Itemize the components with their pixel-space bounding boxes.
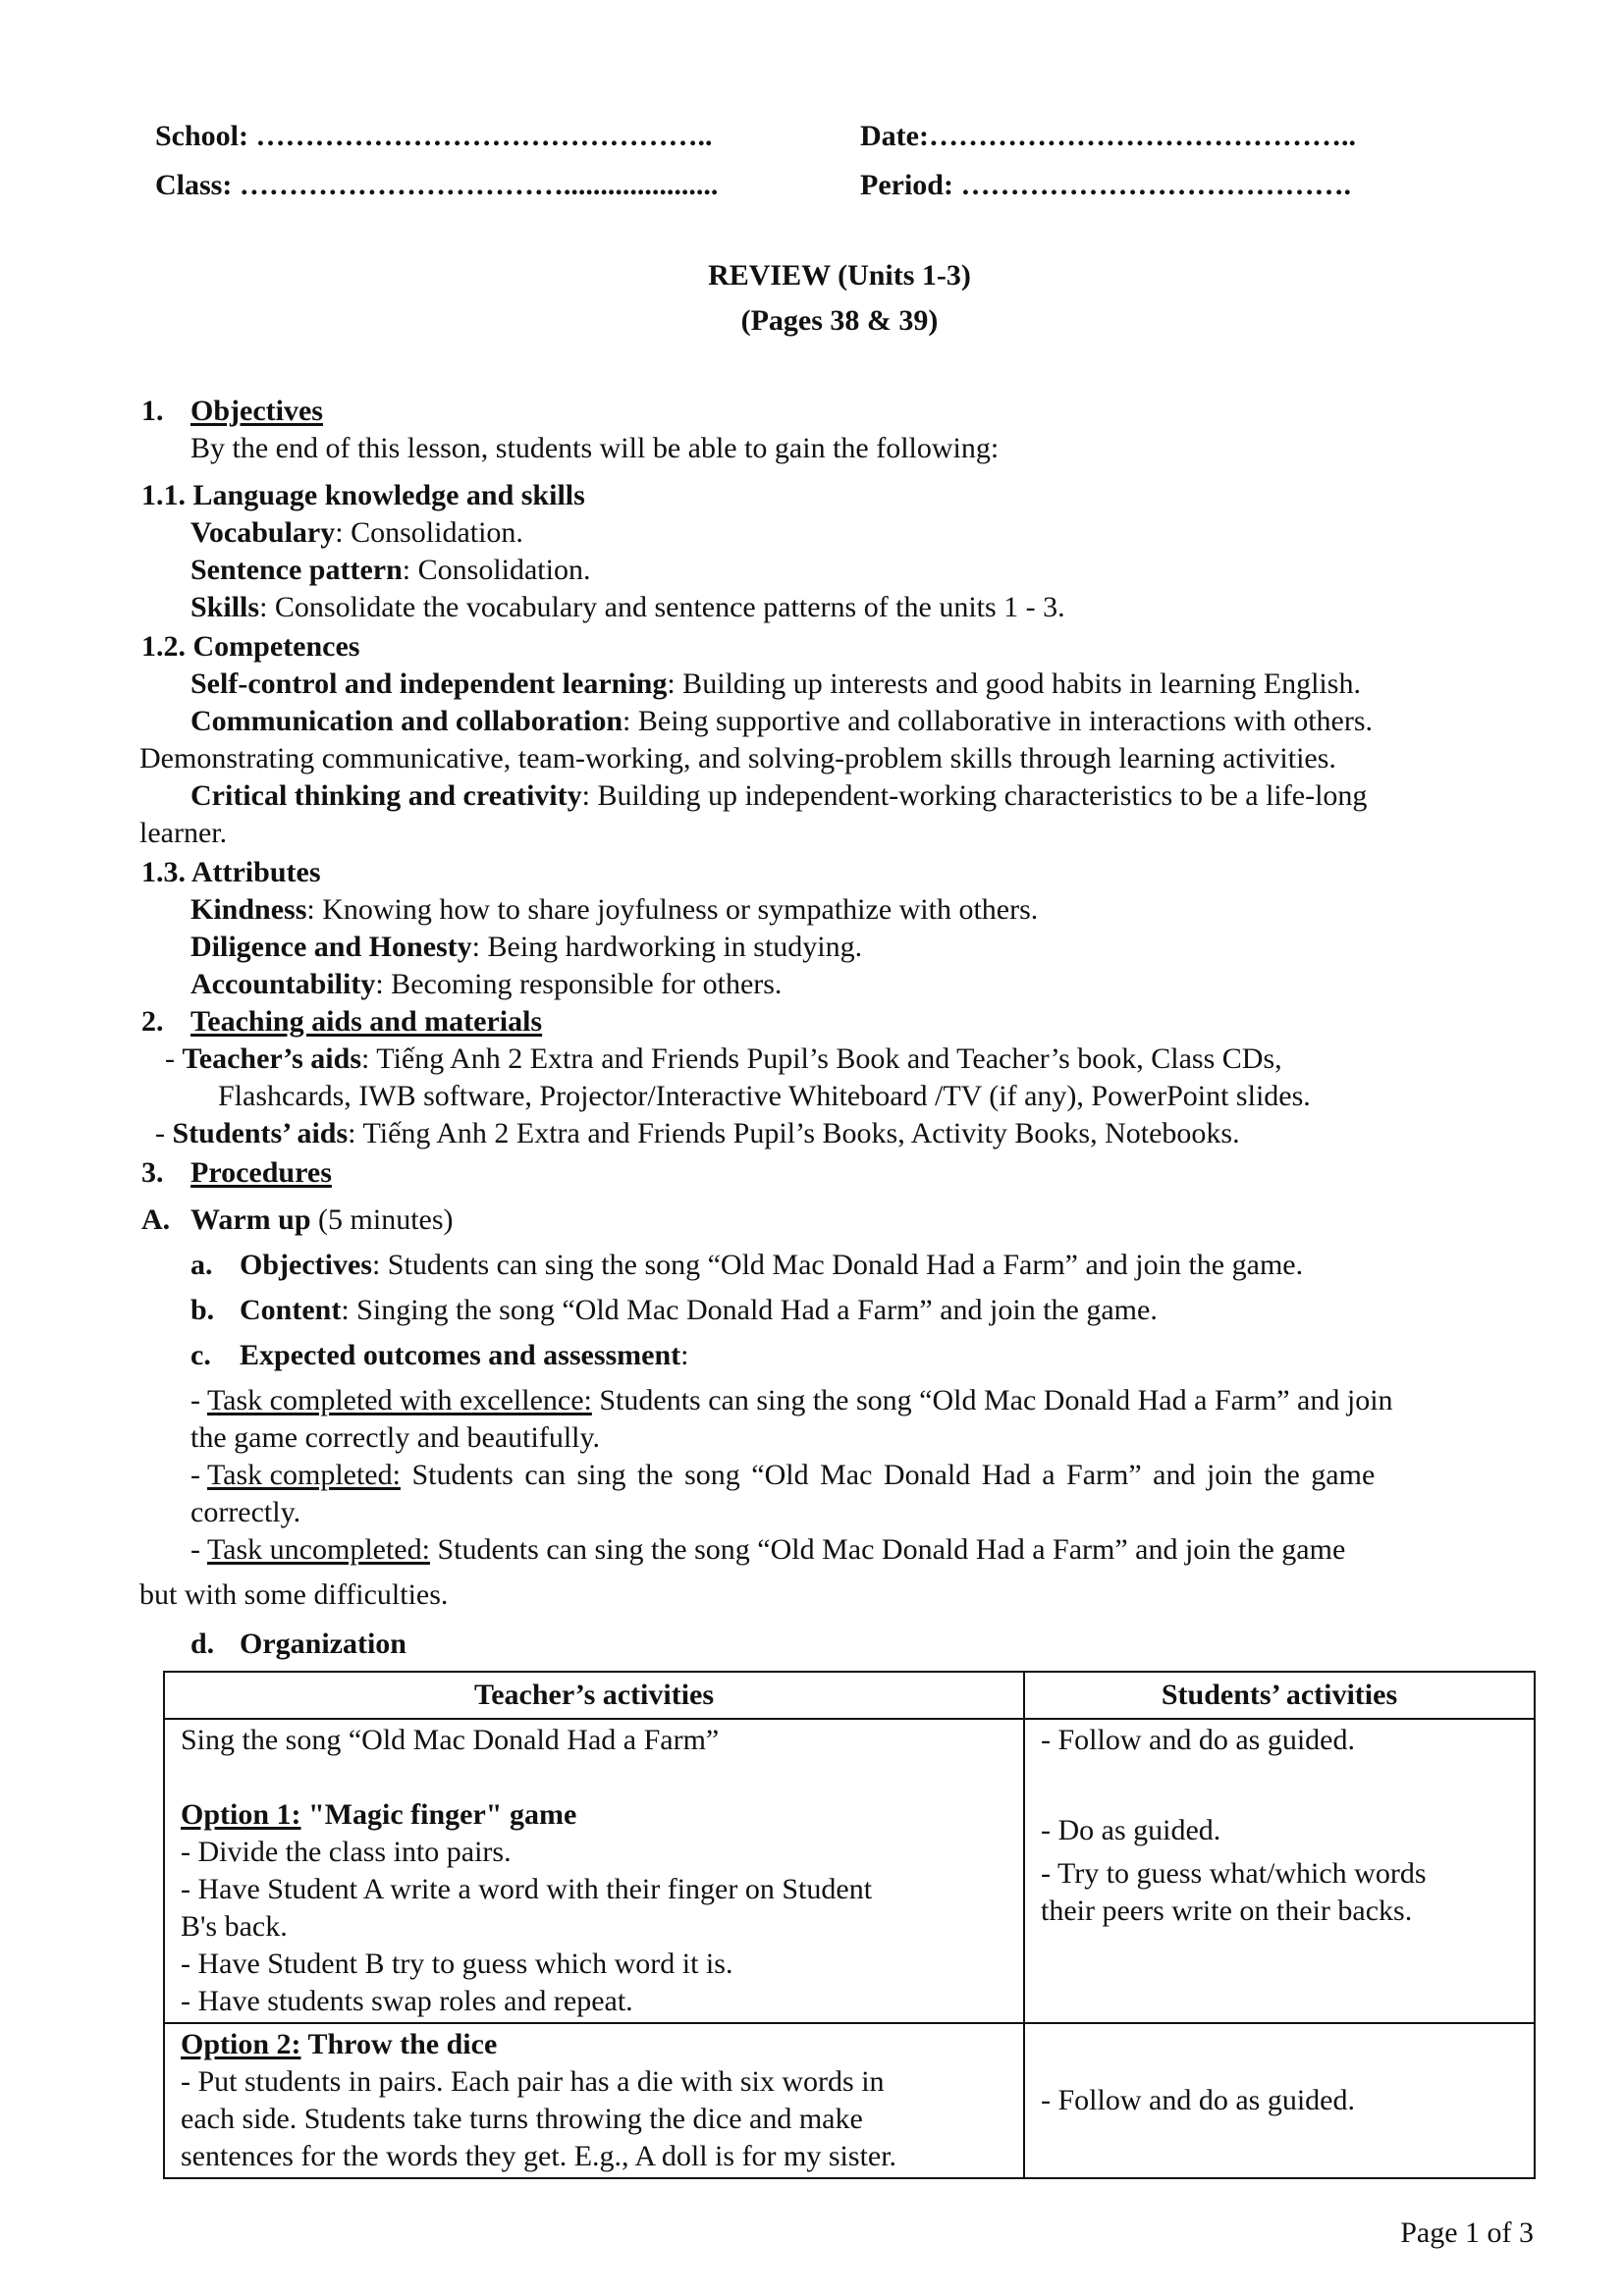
school-field: School: ……………………………………….. bbox=[155, 120, 713, 152]
table-row bbox=[164, 1719, 1535, 2023]
section1-heading: Objectives bbox=[190, 395, 323, 427]
teacher-line: - Have students swap roles and repeat. bbox=[181, 1985, 633, 2017]
option1-heading: Option 1: "Magic finger" game bbox=[181, 1798, 577, 1831]
students-line: - Try to guess what/which words bbox=[1041, 1857, 1427, 1890]
period-field: Period: …………………………………. bbox=[860, 169, 1351, 201]
teacher-aids-line: - Teacher’s aids: Tiếng Anh 2 Extra and Friends Pupil’s Book and Teacher’s book, Class CDs, bbox=[165, 1042, 1282, 1075]
teacher-cell-option1 bbox=[164, 1719, 1024, 2023]
section3-number: 3. bbox=[141, 1156, 164, 1189]
kindness-line: Kindness: Knowing how to share joyfulness or sympathize with others. bbox=[190, 893, 1039, 926]
warm-up-objectives: Objectives: Students can sing the song “Old Mac Donald Had a Farm” and join the game. bbox=[240, 1249, 1304, 1281]
communication-line-cont: Demonstrating communicative, team-working, and solving-problem skills through learning activities. bbox=[139, 742, 1336, 774]
class-field: Class: ……………………………..................... bbox=[155, 169, 719, 201]
objectives-letter: a. bbox=[190, 1249, 213, 1281]
option2-heading: Option 2: Throw the dice bbox=[181, 2028, 498, 2060]
table-header-row bbox=[164, 1672, 1535, 1719]
students-line: - Follow and do as guided. bbox=[1041, 2084, 1355, 2116]
task-excellence-line-cont: the game correctly and beautifully. bbox=[190, 1421, 601, 1454]
accountability-line: Accountability: Becoming responsible for others. bbox=[190, 968, 783, 1000]
expected-outcomes-heading: Expected outcomes and assessment: bbox=[240, 1339, 689, 1371]
students-cell-option2 bbox=[1024, 2023, 1535, 2178]
skills-line: Skills: Consolidate the vocabulary and sentence patterns of the units 1 - 3. bbox=[190, 591, 1065, 623]
critical-thinking-line-cont: learner. bbox=[139, 817, 228, 849]
task-excellence-line: - Task completed with excellence: Students can sing the song “Old Mac Donald Had a Farm” and join bbox=[190, 1384, 1393, 1416]
teacher-line: Sing the song “Old Mac Donald Had a Farm” bbox=[181, 1724, 720, 1756]
organization-letter: d. bbox=[190, 1628, 215, 1660]
warm-up-heading: Warm up (5 minutes) bbox=[190, 1203, 454, 1236]
teacher-activities-header: Teacher’s activities bbox=[164, 1672, 1024, 1719]
vocabulary-line: Vocabulary: Consolidation. bbox=[190, 516, 523, 549]
section2-heading: Teaching aids and materials bbox=[190, 1005, 543, 1038]
organization-heading: Organization bbox=[240, 1628, 406, 1660]
teacher-line: - Have Student A write a word with their finger on Student bbox=[181, 1873, 873, 1905]
students-aids-line: - Students’ aids: Tiếng Anh 2 Extra and Friends Pupil’s Books, Activity Books, Notebooks. bbox=[155, 1117, 1240, 1149]
warm-up-letter: A. bbox=[141, 1203, 171, 1236]
subsection-1-2-heading: 1.2. Competences bbox=[141, 630, 360, 663]
self-control-line: Self-control and independent learning: Building up interests and good habits in learning English. bbox=[190, 667, 1361, 700]
section2-number: 2. bbox=[141, 1005, 164, 1038]
subsection-1-3-heading: 1.3. Attributes bbox=[141, 856, 321, 888]
communication-line: Communication and collaboration: Being supportive and collaborative in interactions with others. bbox=[190, 705, 1374, 737]
teacher-line: - Divide the class into pairs. bbox=[181, 1836, 512, 1868]
content-letter: b. bbox=[190, 1294, 215, 1326]
section1-number: 1. bbox=[141, 395, 164, 427]
organization-table bbox=[163, 1671, 1536, 2179]
students-line: - Do as guided. bbox=[1041, 1814, 1221, 1846]
task-uncompleted-line-cont: but with some difficulties. bbox=[139, 1578, 449, 1611]
page-number: Page 1 of 3 bbox=[1400, 2216, 1534, 2249]
lesson-title: REVIEW (Units 1-3) bbox=[708, 259, 971, 292]
teacher-cell-option2 bbox=[164, 2023, 1024, 2178]
expected-letter: c. bbox=[190, 1339, 211, 1371]
task-completed-line: - Task completed: Students can sing the song “Old Mac Donald Had a Farm” and join the game bbox=[190, 1459, 1376, 1491]
task-completed-line-cont: correctly. bbox=[190, 1496, 301, 1528]
critical-thinking-line: Critical thinking and creativity: Building up independent-working characteristics to be a life-long bbox=[190, 779, 1368, 812]
subsection-1-1-heading: 1.1. Language knowledge and skills bbox=[141, 479, 585, 511]
students-line: - Follow and do as guided. bbox=[1041, 1724, 1355, 1756]
teacher-line: - Have Student B try to guess which word it is. bbox=[181, 1948, 733, 1980]
objectives-intro: By the end of this lesson, students will be able to gain the following: bbox=[190, 432, 1000, 464]
table-row bbox=[164, 2023, 1535, 2178]
task-uncompleted-line: - Task uncompleted: Students can sing the song “Old Mac Donald Had a Farm” and join the game bbox=[190, 1533, 1346, 1566]
lesson-pages: (Pages 38 & 39) bbox=[740, 304, 939, 337]
teacher-line: B's back. bbox=[181, 1910, 288, 1943]
teacher-line: sentences for the words they get. E.g., A doll is for my sister. bbox=[181, 2140, 897, 2172]
students-activities-header: Students’ activities bbox=[1024, 1672, 1535, 1719]
warm-up-content: Content: Singing the song “Old Mac Donald Had a Farm” and join the game. bbox=[240, 1294, 1158, 1326]
students-cell-option1 bbox=[1024, 1719, 1535, 2023]
students-line: their peers write on their backs. bbox=[1041, 1895, 1413, 1927]
diligence-line: Diligence and Honesty: Being hardworking in studying. bbox=[190, 931, 863, 963]
sentence-pattern-line: Sentence pattern: Consolidation. bbox=[190, 554, 591, 586]
teacher-line: each side. Students take turns throwing the dice and make bbox=[181, 2103, 863, 2135]
teacher-aids-line-cont: Flashcards, IWB software, Projector/Interactive Whiteboard /TV (if any), PowerPoint slides. bbox=[218, 1080, 1311, 1112]
teacher-line: - Put students in pairs. Each pair has a die with six words in bbox=[181, 2065, 885, 2098]
section3-heading: Procedures bbox=[190, 1156, 332, 1189]
date-field: Date:…………………………………….. bbox=[860, 120, 1356, 152]
